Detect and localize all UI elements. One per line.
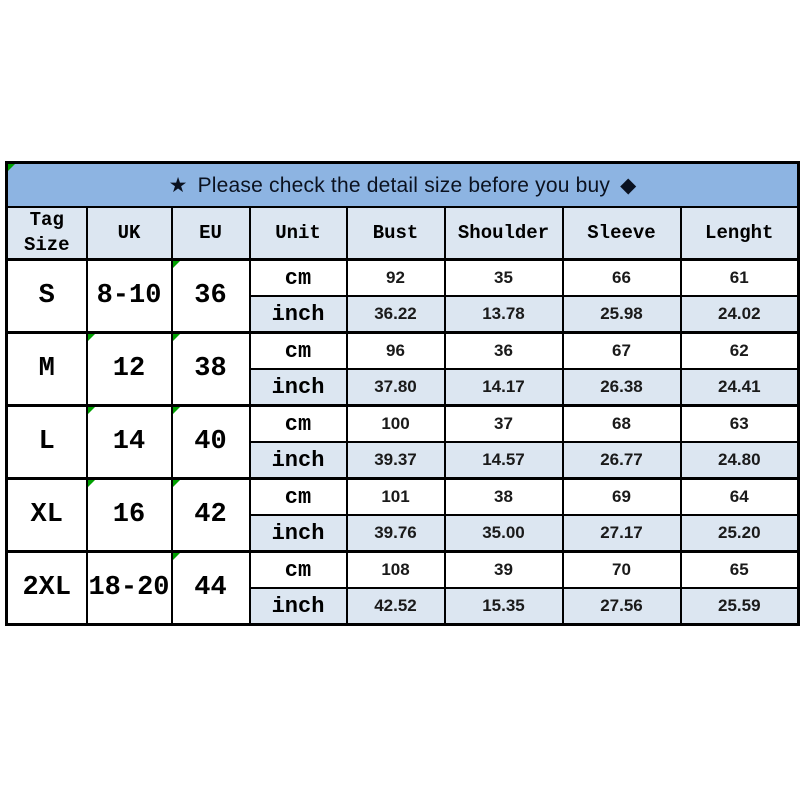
length-inch-2xl: 25.59 [681,588,799,625]
sleeve-cm-2xl: 70 [563,552,681,589]
length-inch-l: 24.80 [681,442,799,479]
bust-inch-xl: 39.76 [347,515,445,552]
banner-text: Please check the detail size before you buy [197,173,611,197]
bust-inch-2xl: 42.52 [347,588,445,625]
bust-inch-l: 39.37 [347,442,445,479]
col-header-length: Lenght [681,207,799,260]
unit-label-cm: cm [250,552,347,589]
col-header-shoulder: Shoulder [445,207,563,260]
unit-label-inch: inch [250,296,347,333]
unit-label-cm: cm [250,406,347,443]
banner-row [7,163,799,208]
shoulder-inch-s: 13.78 [445,296,563,333]
uk-size-l: 14 [87,406,172,479]
uk-size-2xl: 18-20 [87,552,172,625]
eu-size-m: 38 [172,333,250,406]
shoulder-cm-l: 37 [445,406,563,443]
unit-label-inch: inch [250,369,347,406]
length-cm-s: 61 [681,260,799,297]
table-row [7,552,799,589]
length-inch-s: 24.02 [681,296,799,333]
unit-label-inch: inch [250,588,347,625]
diamond-icon: ◆ [620,173,637,197]
size-chart-table [5,161,800,626]
uk-size-xl: 16 [87,479,172,552]
col-header-unit: Unit [250,207,347,260]
sleeve-inch-xl: 27.17 [563,515,681,552]
uk-size-m: 12 [87,333,172,406]
sleeve-cm-s: 66 [563,260,681,297]
col-header-bust: Bust [347,207,445,260]
shoulder-inch-l: 14.57 [445,442,563,479]
banner [7,163,799,208]
shoulder-cm-2xl: 39 [445,552,563,589]
shoulder-inch-xl: 35.00 [445,515,563,552]
tag-size-l: L [7,406,87,479]
table-row [7,479,799,516]
bust-cm-m: 96 [347,333,445,370]
length-inch-m: 24.41 [681,369,799,406]
sleeve-inch-s: 25.98 [563,296,681,333]
header-row [7,207,799,260]
eu-size-l: 40 [172,406,250,479]
sleeve-cm-l: 68 [563,406,681,443]
sleeve-cm-xl: 69 [563,479,681,516]
col-header-eu: EU [172,207,250,260]
length-cm-xl: 64 [681,479,799,516]
bust-inch-m: 37.80 [347,369,445,406]
sleeve-cm-m: 67 [563,333,681,370]
table-row [7,406,799,443]
table-row [7,333,799,370]
col-header-sleeve: Sleeve [563,207,681,260]
tag-size-s: S [7,260,87,333]
unit-label-inch: inch [250,515,347,552]
length-cm-l: 63 [681,406,799,443]
unit-label-cm: cm [250,333,347,370]
tag-size-xl: XL [7,479,87,552]
sleeve-inch-2xl: 27.56 [563,588,681,625]
bust-inch-s: 36.22 [347,296,445,333]
unit-label-cm: cm [250,479,347,516]
tag-size-2xl: 2XL [7,552,87,625]
uk-size-s: 8-10 [87,260,172,333]
shoulder-inch-m: 14.17 [445,369,563,406]
unit-label-cm: cm [250,260,347,297]
length-inch-xl: 25.20 [681,515,799,552]
sleeve-inch-m: 26.38 [563,369,681,406]
eu-size-2xl: 44 [172,552,250,625]
star-icon: ★ [168,173,188,197]
col-header-uk: UK [87,207,172,260]
bust-cm-s: 92 [347,260,445,297]
length-cm-2xl: 65 [681,552,799,589]
eu-size-xl: 42 [172,479,250,552]
unit-label-inch: inch [250,442,347,479]
length-cm-m: 62 [681,333,799,370]
bust-cm-2xl: 108 [347,552,445,589]
eu-size-s: 36 [172,260,250,333]
shoulder-cm-xl: 38 [445,479,563,516]
tag-size-m: M [7,333,87,406]
shoulder-cm-s: 35 [445,260,563,297]
sleeve-inch-l: 26.77 [563,442,681,479]
table-row [7,260,799,297]
shoulder-inch-2xl: 15.35 [445,588,563,625]
bust-cm-l: 100 [347,406,445,443]
shoulder-cm-m: 36 [445,333,563,370]
col-header-tag-size: Tag Size [7,207,87,260]
bust-cm-xl: 101 [347,479,445,516]
